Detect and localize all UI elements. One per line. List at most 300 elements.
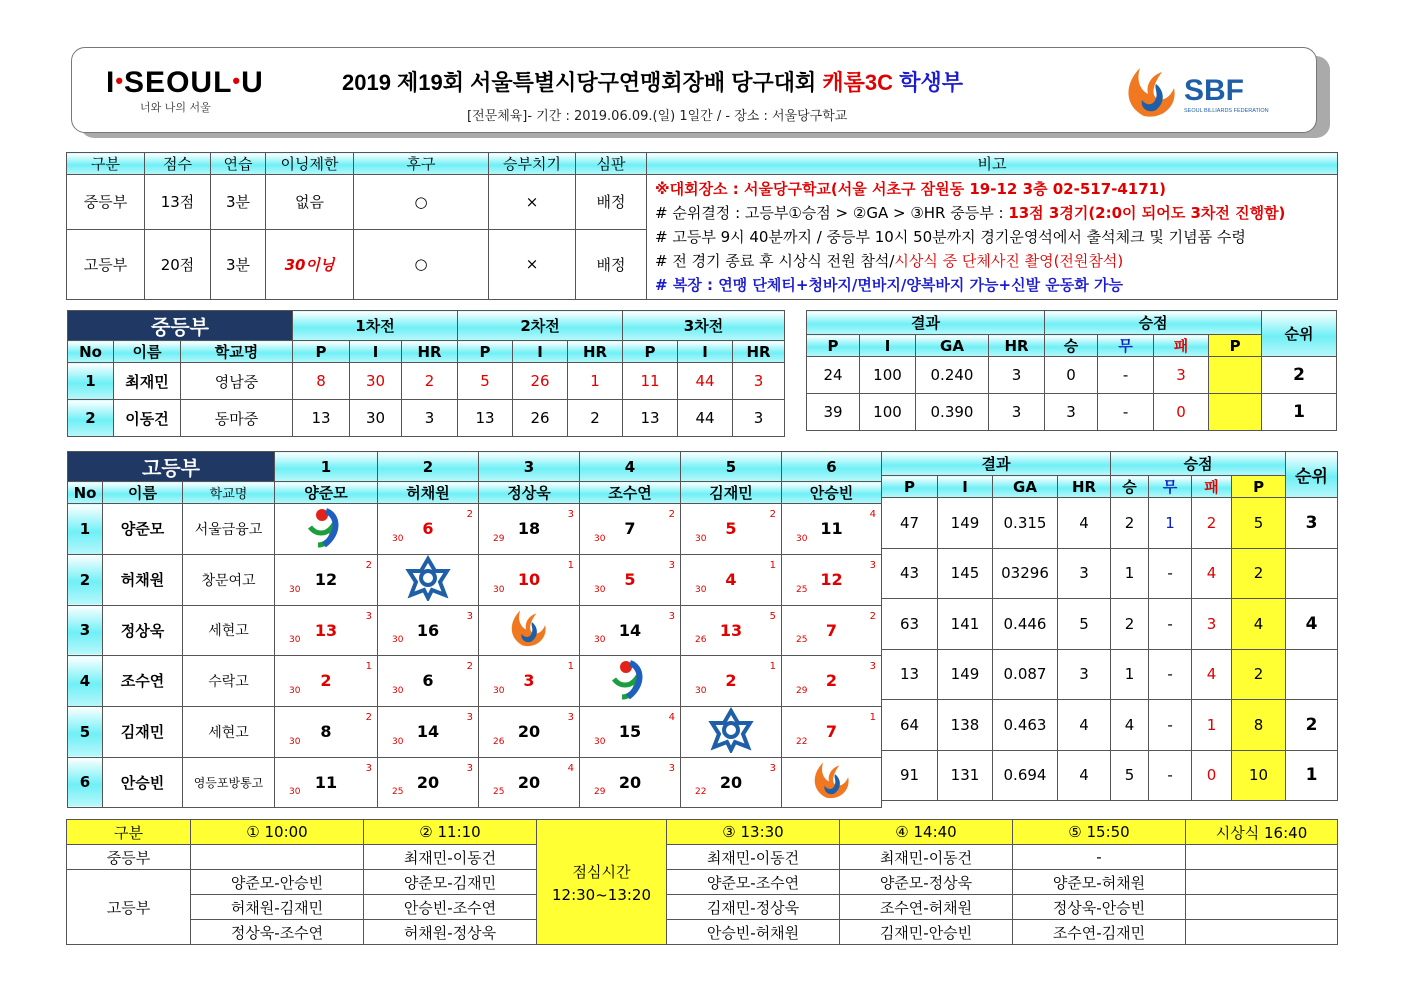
score-value: 6 bbox=[422, 671, 434, 691]
score-cell: 30 bbox=[350, 400, 402, 437]
score-cell: 11 bbox=[623, 363, 678, 400]
table-row bbox=[68, 757, 882, 808]
opponent-num: 1 bbox=[275, 452, 378, 482]
score-innings: 30 bbox=[493, 584, 505, 595]
lunch-time: 12:30~13:20 bbox=[551, 885, 652, 904]
match-cell: 안승빈-허채원 bbox=[667, 920, 840, 945]
rules-cell: 30이닝 bbox=[266, 229, 354, 299]
col-head: 무 bbox=[1098, 335, 1154, 357]
score-cell bbox=[580, 706, 681, 757]
score-value: 7 bbox=[825, 620, 838, 640]
score-cell: 8 bbox=[293, 363, 350, 400]
score-hr: 2 bbox=[466, 509, 473, 520]
result-cell: 3 bbox=[1045, 394, 1098, 431]
high-col-row bbox=[68, 482, 882, 504]
col-head: P bbox=[293, 341, 350, 363]
col-head: I bbox=[350, 341, 402, 363]
player-name: 최재민 bbox=[114, 363, 181, 400]
high-head-row bbox=[68, 452, 882, 482]
result-cell: 2 bbox=[1192, 498, 1232, 549]
row-no: 4 bbox=[68, 656, 103, 707]
col-head: HR bbox=[1058, 476, 1111, 498]
result-cell: 1 bbox=[1111, 548, 1149, 599]
score-hr: 2 bbox=[769, 509, 776, 520]
schedule-table bbox=[66, 819, 1338, 945]
score-value: 18 bbox=[517, 519, 541, 539]
score-hr: 5 bbox=[769, 610, 776, 622]
col-head: 패 bbox=[1154, 335, 1209, 357]
self-match-cell bbox=[275, 504, 378, 555]
row-no: 1 bbox=[68, 504, 103, 555]
rules-cell: 13점 bbox=[145, 175, 211, 230]
result-cell: 0.315 bbox=[993, 498, 1058, 549]
sbf-subtext: SEOUL BILLIARDS FEDERATION bbox=[1184, 108, 1269, 114]
result-cell: 3 bbox=[989, 357, 1045, 394]
rules-head: 후구 bbox=[354, 153, 489, 175]
col-head: P bbox=[882, 476, 938, 498]
score-cell: 3 bbox=[733, 363, 785, 400]
result-cell: 149 bbox=[938, 498, 993, 549]
table-row bbox=[882, 498, 1338, 549]
opponent-name: 안승빈 bbox=[782, 482, 882, 504]
score-cell bbox=[275, 757, 378, 808]
row-no: 3 bbox=[68, 605, 103, 656]
match-cell: 김재민-정상욱 bbox=[667, 895, 840, 920]
high-title: 고등부 bbox=[68, 452, 275, 482]
score-hr: 2 bbox=[466, 661, 473, 672]
result-cell: 100 bbox=[860, 357, 916, 394]
score-value: 20 bbox=[517, 722, 541, 741]
schedule-row-high-3 bbox=[67, 920, 1338, 945]
player-name: 허채원 bbox=[103, 554, 183, 605]
points-head: 승점 bbox=[1045, 311, 1262, 335]
score-cell bbox=[580, 504, 681, 555]
table-row bbox=[807, 394, 1337, 431]
score-cell bbox=[782, 554, 882, 605]
score-value: 11 bbox=[314, 772, 338, 792]
result-cell: - bbox=[1149, 750, 1192, 801]
result-cell: 138 bbox=[938, 700, 993, 751]
score-innings: 30 bbox=[392, 635, 404, 645]
middle-results-cols bbox=[807, 335, 1337, 357]
match-cell: 조수연-허채원 bbox=[840, 895, 1013, 920]
score-cell: 44 bbox=[678, 400, 733, 437]
match-cell: 정상욱-안승빈 bbox=[1013, 895, 1186, 920]
schedule-head: ① 10:00 bbox=[191, 820, 364, 845]
opponent-name: 조수연 bbox=[580, 482, 681, 504]
result-cell: 0.463 bbox=[993, 700, 1058, 751]
result-cell: 43 bbox=[882, 548, 938, 599]
score-cell: 2 bbox=[568, 400, 623, 437]
score-hr: 3 bbox=[466, 711, 473, 723]
score-hr: 4 bbox=[869, 509, 876, 520]
score-hr: 3 bbox=[365, 610, 372, 622]
score-value: 2 bbox=[825, 671, 838, 691]
result-cell: - bbox=[1149, 700, 1192, 751]
match-cell bbox=[1186, 920, 1338, 945]
score-hr: 4 bbox=[668, 711, 675, 723]
col-head: GA bbox=[993, 476, 1058, 498]
score-innings: 30 bbox=[594, 533, 606, 544]
school-name: 세현고 bbox=[183, 706, 275, 757]
flower-emblem-icon bbox=[708, 739, 754, 757]
rank-cell: 2 bbox=[1286, 700, 1338, 751]
schedule-label: 고등부 bbox=[67, 870, 191, 945]
middle-school-table bbox=[67, 310, 785, 437]
score-value: 12 bbox=[820, 570, 843, 589]
score-value: 7 bbox=[624, 519, 636, 539]
score-cell bbox=[275, 605, 378, 656]
result-cell: - bbox=[1098, 394, 1154, 431]
score-innings: 25 bbox=[796, 584, 808, 595]
high-results-table bbox=[881, 451, 1338, 801]
score-cell bbox=[275, 554, 378, 605]
score-innings: 30 bbox=[796, 533, 808, 544]
col-head: 패 bbox=[1192, 476, 1232, 498]
score-innings: 26 bbox=[493, 736, 505, 747]
match-cell: 양준모-안승빈 bbox=[191, 870, 364, 895]
opponent-num: 4 bbox=[580, 452, 681, 482]
result-cell: 4 bbox=[1111, 700, 1149, 751]
score-cell bbox=[479, 656, 580, 707]
rules-cell: 3분 bbox=[211, 229, 266, 299]
score-hr: 3 bbox=[668, 762, 675, 774]
rank-cell bbox=[1286, 548, 1338, 599]
self-match-cell bbox=[378, 554, 479, 605]
middle-col-row bbox=[68, 341, 785, 363]
middle-results-table bbox=[806, 310, 1337, 431]
result-cell: - bbox=[1149, 599, 1192, 650]
note-attendance: # 고등부 9시 40분까지 / 중등부 10시 50분까지 경기운영석에서 출석체크 및 기념품 수령 bbox=[655, 228, 1246, 246]
col-head: 이름 bbox=[103, 482, 183, 504]
title-accent: 캐롬3C bbox=[822, 70, 894, 95]
col-head: P bbox=[458, 341, 513, 363]
self-match-cell bbox=[782, 757, 882, 808]
seoul-symbol-icon bbox=[608, 687, 652, 705]
score-innings: 30 bbox=[695, 584, 707, 595]
result-cell: 0.446 bbox=[993, 599, 1058, 650]
schedule-head-row bbox=[67, 820, 1338, 845]
table-row bbox=[882, 599, 1338, 650]
title-division: 학생부 bbox=[899, 70, 963, 95]
col-head: GA bbox=[916, 335, 989, 357]
score-innings: 30 bbox=[493, 685, 505, 696]
score-hr: 1 bbox=[769, 661, 776, 672]
result-cell: 5 bbox=[1058, 599, 1111, 650]
score-value: 20 bbox=[517, 772, 541, 792]
score-hr: 3 bbox=[365, 762, 372, 774]
rank-cell bbox=[1286, 649, 1338, 700]
score-cell: 3 bbox=[733, 400, 785, 437]
rank-cell: 1 bbox=[1286, 750, 1338, 801]
result-cell: 2 bbox=[1111, 599, 1149, 650]
score-innings: 25 bbox=[796, 635, 808, 645]
result-cell: 4 bbox=[1192, 649, 1232, 700]
score-innings: 30 bbox=[594, 736, 606, 747]
table-row bbox=[68, 400, 785, 437]
score-innings: 22 bbox=[796, 736, 808, 747]
result-cell: 100 bbox=[860, 394, 916, 431]
score-cell bbox=[782, 504, 882, 555]
match-cell: 최재민-이동건 bbox=[667, 845, 840, 870]
results-head: 결과 bbox=[807, 311, 1045, 335]
round-head: 2차전 bbox=[458, 311, 623, 341]
col-head: 학교명 bbox=[183, 482, 275, 504]
result-cell: 5 bbox=[1111, 750, 1149, 801]
result-cell: 1 bbox=[1192, 700, 1232, 751]
result-cell: 47 bbox=[882, 498, 938, 549]
score-hr: 2 bbox=[365, 559, 372, 571]
rank-head: 순위 bbox=[1262, 311, 1337, 357]
score-value: 14 bbox=[618, 620, 642, 640]
score-cell bbox=[378, 605, 479, 656]
result-cell bbox=[1209, 394, 1262, 431]
score-cell: 26 bbox=[513, 363, 568, 400]
schedule-head: 구분 bbox=[67, 820, 191, 845]
score-cell: 5 bbox=[458, 363, 513, 400]
score-value: 13 bbox=[719, 620, 743, 640]
score-hr: 1 bbox=[769, 559, 776, 571]
results-head: 결과 bbox=[882, 452, 1111, 476]
high-results-cols bbox=[882, 476, 1338, 498]
result-cell: 3 bbox=[989, 394, 1045, 431]
score-cell bbox=[782, 605, 882, 656]
result-cell: 0.694 bbox=[993, 750, 1058, 801]
result-cell: 0.087 bbox=[993, 649, 1058, 700]
table-row bbox=[807, 357, 1337, 394]
self-match-cell bbox=[479, 605, 580, 656]
table-row bbox=[68, 363, 785, 400]
match-cell: 양준모-허채원 bbox=[1013, 870, 1186, 895]
score-value: 13 bbox=[314, 620, 338, 640]
col-head: 이름 bbox=[114, 341, 181, 363]
score-cell: 13 bbox=[623, 400, 678, 437]
result-cell: 39 bbox=[807, 394, 860, 431]
score-hr: 3 bbox=[869, 559, 876, 571]
result-cell: 3 bbox=[1154, 357, 1209, 394]
schedule-row-middle bbox=[67, 845, 1338, 870]
title-main: 2019 제19회 서울특별시당구연맹회장배 당구대회 bbox=[342, 70, 817, 95]
result-cell: 131 bbox=[938, 750, 993, 801]
note-ranking: # 순위결정 : 고등부①승점 > ②GA > ③HR 중등부 : 13점 3경기(2:0이 되어도 3차전 진행함) bbox=[655, 204, 1286, 222]
high-results-head bbox=[882, 452, 1338, 476]
result-cell: 2 bbox=[1232, 548, 1286, 599]
score-value: 20 bbox=[618, 772, 642, 792]
school-name: 서울금융고 bbox=[183, 504, 275, 555]
score-cell: 30 bbox=[350, 363, 402, 400]
score-cell: 13 bbox=[458, 400, 513, 437]
table-row bbox=[68, 504, 882, 555]
schedule-head: 시상식 16:40 bbox=[1186, 820, 1338, 845]
score-value: 2 bbox=[725, 671, 737, 691]
rules-cell: × bbox=[489, 175, 576, 230]
col-head: I bbox=[938, 476, 993, 498]
result-cell: - bbox=[1149, 548, 1192, 599]
rules-head: 이닝제한 bbox=[266, 153, 354, 175]
match-cell bbox=[1186, 845, 1338, 870]
result-cell: 4 bbox=[1192, 548, 1232, 599]
col-head: I bbox=[678, 341, 733, 363]
result-cell: 0 bbox=[1154, 394, 1209, 431]
score-innings: 30 bbox=[289, 685, 301, 696]
result-cell: 10 bbox=[1232, 750, 1286, 801]
score-cell bbox=[378, 504, 479, 555]
score-value: 15 bbox=[618, 722, 642, 741]
rules-table bbox=[66, 152, 1338, 300]
sbf-flame-icon bbox=[1122, 62, 1282, 122]
result-cell: 1 bbox=[1111, 649, 1149, 700]
score-cell bbox=[681, 757, 782, 808]
match-cell: 양준모-정상욱 bbox=[840, 870, 1013, 895]
table-row bbox=[68, 605, 882, 656]
player-name: 안승빈 bbox=[103, 757, 183, 808]
result-cell: 0 bbox=[1192, 750, 1232, 801]
middle-results-head bbox=[807, 311, 1337, 335]
rank-cell: 2 bbox=[1262, 357, 1337, 394]
table-row bbox=[882, 548, 1338, 599]
result-cell: 0.240 bbox=[916, 357, 989, 394]
score-innings: 30 bbox=[594, 584, 606, 595]
rules-cell: ○ bbox=[354, 229, 489, 299]
middle-title: 중등부 bbox=[68, 311, 293, 341]
round-head: 3차전 bbox=[623, 311, 785, 341]
score-cell bbox=[275, 656, 378, 707]
score-innings: 22 bbox=[695, 787, 707, 797]
table-row bbox=[882, 700, 1338, 751]
score-hr: 1 bbox=[567, 559, 574, 571]
score-cell: 2 bbox=[402, 363, 458, 400]
col-head: HR bbox=[402, 341, 458, 363]
score-hr: 3 bbox=[466, 610, 473, 622]
school-name: 세현고 bbox=[183, 605, 275, 656]
score-cell bbox=[479, 706, 580, 757]
score-hr: 1 bbox=[567, 661, 574, 672]
schedule-head: ③ 13:30 bbox=[667, 820, 840, 845]
player-name: 조수연 bbox=[103, 656, 183, 707]
score-cell bbox=[782, 706, 882, 757]
rules-cell: 20점 bbox=[145, 229, 211, 299]
self-match-cell bbox=[580, 656, 681, 707]
match-cell: 양준모-김재민 bbox=[364, 870, 537, 895]
player-name: 이동건 bbox=[114, 400, 181, 437]
result-cell: 4 bbox=[1232, 599, 1286, 650]
score-cell bbox=[378, 656, 479, 707]
score-value: 2 bbox=[320, 671, 332, 691]
lunch-title: 점심시간 bbox=[572, 862, 631, 881]
match-cell bbox=[1186, 870, 1338, 895]
row-no: 2 bbox=[68, 400, 114, 437]
match-cell: 허채원-정상욱 bbox=[364, 920, 537, 945]
score-hr: 2 bbox=[365, 711, 372, 723]
col-head: HR bbox=[733, 341, 785, 363]
result-cell bbox=[1209, 357, 1262, 394]
rules-cell: 없음 bbox=[266, 175, 354, 230]
rules-cell: 중등부 bbox=[67, 175, 145, 230]
score-cell bbox=[275, 706, 378, 757]
opponent-name: 정상욱 bbox=[479, 482, 580, 504]
score-innings: 25 bbox=[493, 787, 505, 797]
score-hr: 2 bbox=[668, 509, 675, 520]
match-cell bbox=[191, 845, 364, 870]
score-value: 5 bbox=[725, 519, 737, 539]
middle-head-row bbox=[68, 311, 785, 341]
result-cell: 3 bbox=[1058, 548, 1111, 599]
score-value: 20 bbox=[416, 772, 440, 792]
col-head: I bbox=[860, 335, 916, 357]
score-hr: 3 bbox=[668, 610, 675, 622]
result-cell: 24 bbox=[807, 357, 860, 394]
score-cell bbox=[479, 757, 580, 808]
sbf-logo bbox=[1122, 62, 1282, 122]
score-value: 7 bbox=[825, 722, 838, 741]
score-cell bbox=[681, 656, 782, 707]
rules-row-middle bbox=[67, 175, 1338, 230]
score-hr: 3 bbox=[567, 711, 574, 723]
schedule-head: ⑤ 15:50 bbox=[1013, 820, 1186, 845]
score-value: 14 bbox=[416, 722, 440, 741]
score-cell bbox=[681, 554, 782, 605]
score-cell bbox=[479, 504, 580, 555]
result-cell: 1 bbox=[1149, 498, 1192, 549]
score-cell bbox=[580, 605, 681, 656]
score-value: 11 bbox=[820, 519, 843, 539]
page-title bbox=[342, 66, 963, 97]
sbf-flame-icon bbox=[810, 788, 854, 806]
score-cell: 3 bbox=[402, 400, 458, 437]
col-head: P bbox=[1232, 476, 1286, 498]
sbf-text: SBF bbox=[1184, 74, 1244, 107]
result-cell: 64 bbox=[882, 700, 938, 751]
opponent-name: 김재민 bbox=[681, 482, 782, 504]
score-innings: 29 bbox=[493, 533, 505, 544]
match-cell: 정상욱-조수연 bbox=[191, 920, 364, 945]
opponent-num: 3 bbox=[479, 452, 580, 482]
score-value: 20 bbox=[719, 772, 743, 792]
score-innings: 30 bbox=[289, 736, 301, 747]
flower-emblem-icon bbox=[405, 587, 451, 605]
points-head: 승점 bbox=[1111, 452, 1286, 476]
school-name: 영등포방통고 bbox=[183, 757, 275, 808]
score-hr: 4 bbox=[567, 762, 574, 774]
col-head: No bbox=[68, 341, 114, 363]
match-cell: 최재민-이동건 bbox=[840, 845, 1013, 870]
match-cell: 김재민-안승빈 bbox=[840, 920, 1013, 945]
table-row bbox=[882, 649, 1338, 700]
result-cell: 3 bbox=[1192, 599, 1232, 650]
score-hr: 3 bbox=[769, 762, 776, 774]
score-hr: 3 bbox=[567, 509, 574, 520]
rank-cell: 4 bbox=[1286, 599, 1338, 650]
score-cell: 44 bbox=[678, 363, 733, 400]
rules-cell: 3분 bbox=[211, 175, 266, 230]
match-cell: 최재민-이동건 bbox=[364, 845, 537, 870]
result-cell: 3 bbox=[1058, 649, 1111, 700]
score-cell bbox=[580, 554, 681, 605]
score-innings: 30 bbox=[289, 635, 301, 645]
score-innings: 30 bbox=[289, 787, 301, 797]
schedule-head: ② 11:10 bbox=[364, 820, 537, 845]
score-cell bbox=[378, 706, 479, 757]
rules-cell: ○ bbox=[354, 175, 489, 230]
note-venue: ※대회장소 : 서울당구학교(서울 서초구 잠원동 19-12 3층 02-517-4171) bbox=[655, 180, 1166, 198]
score-innings: 30 bbox=[392, 685, 404, 696]
score-innings: 26 bbox=[695, 635, 707, 645]
col-head: 무 bbox=[1149, 476, 1192, 498]
school-name: 수락고 bbox=[183, 656, 275, 707]
score-hr: 3 bbox=[869, 661, 876, 672]
match-cell: 안승빈-조수연 bbox=[364, 895, 537, 920]
table-row bbox=[68, 706, 882, 757]
